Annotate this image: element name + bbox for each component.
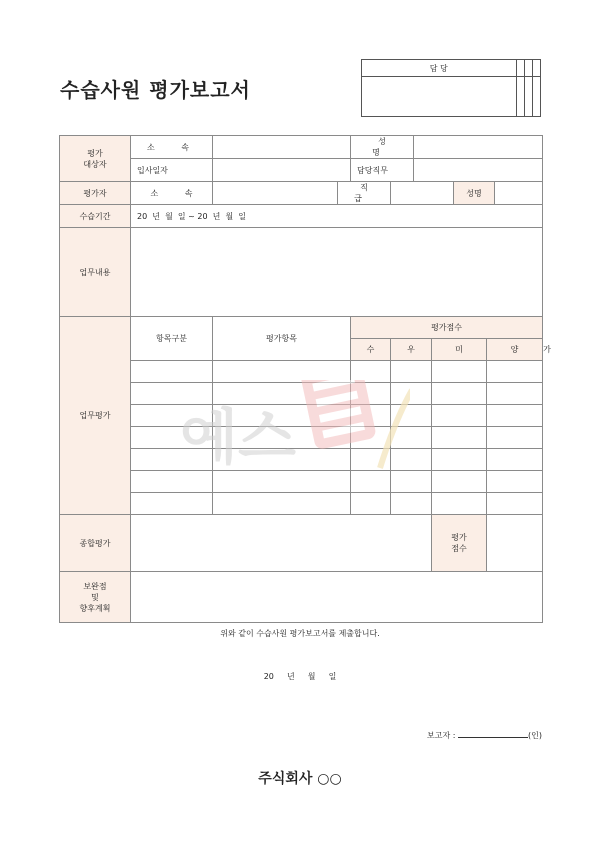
role-field[interactable] bbox=[414, 159, 543, 182]
name-label: 성 명 bbox=[351, 136, 414, 159]
eval-cell[interactable] bbox=[432, 427, 487, 449]
eval-cell[interactable] bbox=[432, 405, 487, 427]
eval-cell[interactable] bbox=[487, 427, 543, 449]
submission-statement: 위와 같이 수습사원 평가보고서를 제출합니다. bbox=[220, 629, 380, 638]
approval-cell bbox=[516, 60, 524, 77]
eval-cell[interactable] bbox=[487, 383, 543, 405]
document-title: 수습사원 평가보고서 bbox=[60, 78, 251, 102]
svg-text:예스: 예스 bbox=[180, 403, 296, 473]
work-content-header: 업무내용 bbox=[60, 228, 131, 317]
approval-sign-cell bbox=[532, 77, 540, 117]
improvement-header-line2: 및 bbox=[91, 592, 99, 602]
eval-cell[interactable] bbox=[351, 427, 391, 449]
eval-cell[interactable] bbox=[487, 493, 543, 515]
eval-cell[interactable] bbox=[351, 405, 391, 427]
eval-cell[interactable] bbox=[487, 405, 543, 427]
eval-cell[interactable] bbox=[351, 449, 391, 471]
improvement-header-line3: 향후계획 bbox=[79, 603, 111, 613]
item-category-header: 항목구분 bbox=[131, 317, 213, 361]
eval-cell[interactable] bbox=[432, 471, 487, 493]
eval-cell[interactable] bbox=[131, 361, 213, 383]
eval-cell[interactable] bbox=[487, 471, 543, 493]
affiliation-label: 소 속 bbox=[131, 136, 213, 159]
name-field[interactable] bbox=[414, 136, 543, 159]
eval-cell[interactable] bbox=[391, 405, 432, 427]
hire-date-label: 입사일자 bbox=[131, 159, 213, 182]
eval-cell[interactable] bbox=[213, 383, 351, 405]
approval-sign-cell bbox=[516, 77, 524, 117]
eval-cell[interactable] bbox=[432, 361, 487, 383]
eval-cell[interactable] bbox=[487, 449, 543, 471]
eval-cell[interactable] bbox=[351, 471, 391, 493]
eval-cell[interactable] bbox=[487, 361, 543, 383]
evaluator-affiliation-field[interactable] bbox=[213, 182, 338, 205]
hire-date-field[interactable] bbox=[213, 159, 351, 182]
eval-cell[interactable] bbox=[391, 449, 432, 471]
reporter-label: 보고자 : bbox=[427, 731, 456, 740]
eval-cell[interactable] bbox=[391, 493, 432, 515]
target-header-line1: 평가 bbox=[87, 148, 103, 158]
eval-cell[interactable] bbox=[213, 449, 351, 471]
score-field[interactable] bbox=[487, 515, 543, 572]
overall-header: 종합평가 bbox=[60, 515, 131, 572]
score-header-line2: 점수 bbox=[451, 544, 467, 553]
eval-cell[interactable] bbox=[351, 493, 391, 515]
eval-cell[interactable] bbox=[391, 471, 432, 493]
eval-cell[interactable] bbox=[432, 449, 487, 471]
reporter-line bbox=[427, 729, 542, 741]
overall-field[interactable] bbox=[131, 515, 432, 572]
approval-box bbox=[361, 59, 541, 117]
eval-cell[interactable] bbox=[432, 493, 487, 515]
grade-4: 양 bbox=[487, 339, 543, 361]
role-label: 담당직무 bbox=[351, 159, 414, 182]
submission-date: 20 년 월 일 bbox=[263, 672, 337, 681]
improvement-field[interactable] bbox=[131, 572, 543, 623]
seal-label: (인) bbox=[528, 731, 542, 740]
eval-cell[interactable] bbox=[351, 383, 391, 405]
evaluation-form: 평가 대상자 소 속 성 명 입사일자 담당직무 평가자 소 속 직 급 성명 수습기간 20 년 월 일 ~ 20 년 월 일 업무내용 업무평가 항목구분 평가항목 평가점수 수 우 미 양 가 종합평가 평가 점수 보완점 및 향후계획 bbox=[59, 135, 543, 623]
eval-cell[interactable] bbox=[131, 471, 213, 493]
evaluator-header: 평가자 bbox=[60, 182, 131, 205]
score-header-line1: 평가 bbox=[451, 533, 467, 542]
eval-cell[interactable] bbox=[432, 383, 487, 405]
approval-sign-cell bbox=[362, 77, 517, 117]
rank-label: 직 급 bbox=[338, 182, 391, 205]
eval-cell[interactable] bbox=[213, 493, 351, 515]
eval-cell[interactable] bbox=[131, 405, 213, 427]
eval-cell[interactable] bbox=[391, 383, 432, 405]
grade-3: 미 bbox=[432, 339, 487, 361]
approval-label: 담 당 bbox=[362, 60, 517, 77]
period-header: 수습기간 bbox=[60, 205, 131, 228]
eval-cell[interactable] bbox=[351, 361, 391, 383]
eval-cell[interactable] bbox=[131, 449, 213, 471]
approval-cell bbox=[532, 60, 540, 77]
target-header-line2: 대상자 bbox=[83, 159, 107, 169]
target-header bbox=[60, 136, 131, 182]
eval-cell[interactable] bbox=[213, 361, 351, 383]
company-name: 주식회사 ○○ bbox=[258, 771, 342, 787]
eval-cell[interactable] bbox=[213, 405, 351, 427]
eval-cell[interactable] bbox=[131, 427, 213, 449]
evaluator-affiliation-label: 소 속 bbox=[131, 182, 213, 205]
evaluator-name-field[interactable] bbox=[495, 182, 543, 205]
grade-2: 우 bbox=[391, 339, 432, 361]
eval-cell[interactable] bbox=[213, 427, 351, 449]
period-field[interactable]: 20 년 월 일 ~ 20 년 월 일 bbox=[131, 205, 543, 228]
approval-cell bbox=[524, 60, 532, 77]
score-header bbox=[432, 515, 487, 572]
improvement-header bbox=[60, 572, 131, 623]
approval-sign-cell bbox=[524, 77, 532, 117]
improvement-header-line1: 보완점 bbox=[83, 581, 107, 591]
evaluator-name-label: 성명 bbox=[454, 182, 495, 205]
eval-cell[interactable] bbox=[131, 383, 213, 405]
grade-1: 수 bbox=[351, 339, 391, 361]
reporter-signature-line[interactable] bbox=[458, 729, 528, 738]
work-content-field[interactable] bbox=[131, 228, 543, 317]
eval-cell[interactable] bbox=[213, 471, 351, 493]
eval-score-header: 평가점수 bbox=[351, 317, 543, 339]
affiliation-field[interactable] bbox=[213, 136, 351, 159]
work-eval-header: 업무평가 bbox=[60, 317, 131, 515]
eval-cell[interactable] bbox=[391, 427, 432, 449]
eval-item-header: 평가항목 bbox=[213, 317, 351, 361]
eval-cell[interactable] bbox=[391, 361, 432, 383]
rank-field[interactable] bbox=[391, 182, 454, 205]
eval-cell[interactable] bbox=[131, 493, 213, 515]
